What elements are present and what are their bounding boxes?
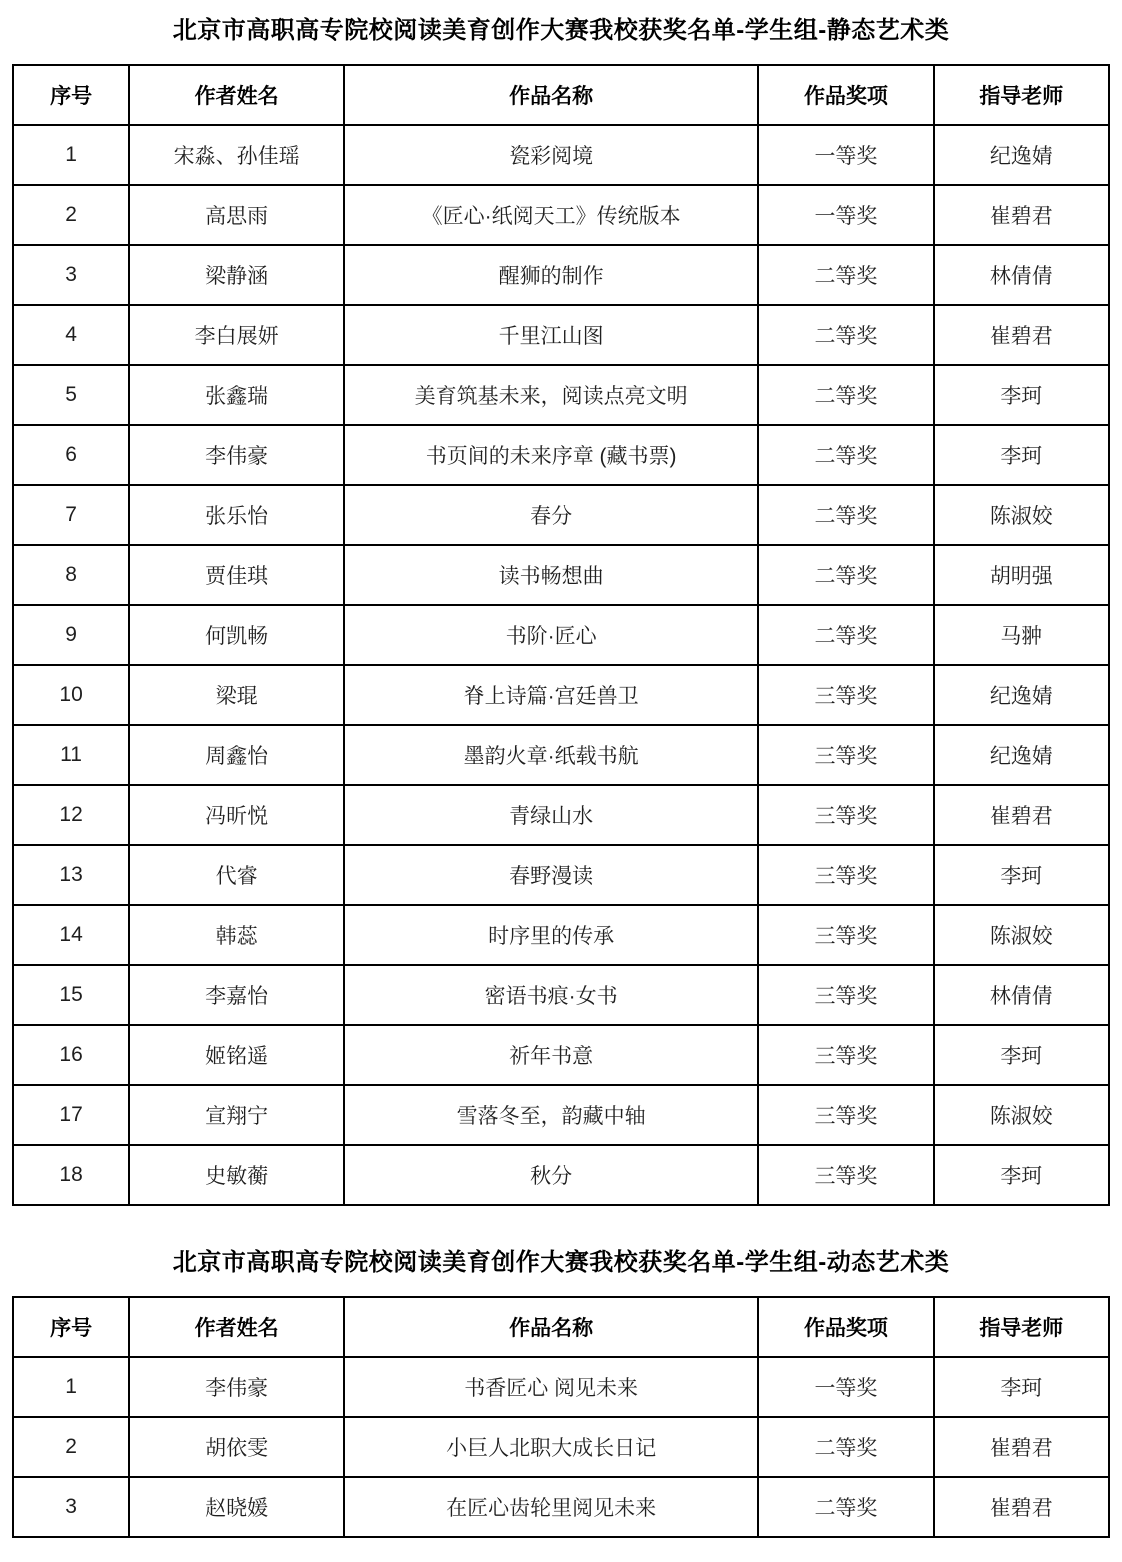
header-row (13, 65, 1109, 125)
cell-serial: 17 (13, 1085, 129, 1145)
award-table-dynamic-art (12, 1296, 1110, 1538)
cell-work: 青绿山水 (344, 785, 758, 845)
cell-award: 二等奖 (758, 1417, 933, 1477)
cell-award: 三等奖 (758, 785, 933, 845)
cell-award: 二等奖 (758, 365, 933, 425)
cell-teacher: 纪逸婧 (934, 665, 1109, 725)
cell-work: 千里江山图 (344, 305, 758, 365)
cell-work: 秋分 (344, 1145, 758, 1205)
cell-work: 祈年书意 (344, 1025, 758, 1085)
header-row (13, 1297, 1109, 1357)
cell-award: 二等奖 (758, 545, 933, 605)
cell-award: 三等奖 (758, 1145, 933, 1205)
cell-award: 二等奖 (758, 1477, 933, 1537)
cell-author: 张乐怡 (129, 485, 344, 545)
table-row (13, 485, 1109, 545)
table-row (13, 905, 1109, 965)
table-row (13, 125, 1109, 185)
award-section-static-art (12, 16, 1110, 1206)
cell-serial: 14 (13, 905, 129, 965)
cell-teacher: 李珂 (934, 365, 1109, 425)
cell-author: 宣翔宁 (129, 1085, 344, 1145)
section-title-dynamic-art: 北京市高职高专院校阅读美育创作大赛我校获奖名单-学生组-动态艺术类 (172, 1249, 950, 1276)
cell-award: 二等奖 (758, 245, 933, 305)
cell-teacher: 李珂 (934, 425, 1109, 485)
cell-teacher: 崔碧君 (934, 785, 1109, 845)
cell-award: 三等奖 (758, 965, 933, 1025)
table-row (13, 1025, 1109, 1085)
cell-teacher: 李珂 (934, 845, 1109, 905)
cell-award: 二等奖 (758, 305, 933, 365)
cell-author: 李伟豪 (129, 1357, 344, 1417)
cell-teacher: 崔碧君 (934, 1477, 1109, 1537)
cell-author: 赵晓媛 (129, 1477, 344, 1537)
cell-work: 《匠心·纸阅天工》传统版本 (344, 185, 758, 245)
cell-teacher: 陈淑姣 (934, 1085, 1109, 1145)
cell-serial: 11 (13, 725, 129, 785)
cell-award: 三等奖 (758, 1085, 933, 1145)
cell-teacher: 崔碧君 (934, 1417, 1109, 1477)
column-header-work: 作品名称 (344, 65, 758, 125)
cell-award: 三等奖 (758, 665, 933, 725)
cell-teacher: 陈淑姣 (934, 485, 1109, 545)
cell-teacher: 胡明强 (934, 545, 1109, 605)
cell-award: 二等奖 (758, 425, 933, 485)
cell-award: 三等奖 (758, 1025, 933, 1085)
cell-work: 雪落冬至，韵藏中轴 (344, 1085, 758, 1145)
table-row (13, 1357, 1109, 1417)
cell-work: 读书畅想曲 (344, 545, 758, 605)
cell-teacher: 李珂 (934, 1357, 1109, 1417)
table-row (13, 1477, 1109, 1537)
cell-serial: 8 (13, 545, 129, 605)
cell-award: 二等奖 (758, 605, 933, 665)
column-header-award: 作品奖项 (758, 65, 933, 125)
cell-teacher: 林倩倩 (934, 965, 1109, 1025)
table-row (13, 605, 1109, 665)
cell-serial: 13 (13, 845, 129, 905)
cell-serial: 15 (13, 965, 129, 1025)
cell-serial: 3 (13, 245, 129, 305)
cell-award: 一等奖 (758, 125, 933, 185)
column-header-serial: 序号 (13, 1297, 129, 1357)
column-header-teacher: 指导老师 (934, 1297, 1109, 1357)
table-row (13, 1145, 1109, 1205)
cell-author: 李白展妍 (129, 305, 344, 365)
column-header-author: 作者姓名 (129, 1297, 344, 1357)
cell-serial: 12 (13, 785, 129, 845)
cell-teacher: 纪逸婧 (934, 725, 1109, 785)
cell-author: 代睿 (129, 845, 344, 905)
cell-work: 春分 (344, 485, 758, 545)
cell-teacher: 崔碧君 (934, 305, 1109, 365)
cell-work: 书页间的未来序章 (藏书票) (344, 425, 758, 485)
cell-serial: 7 (13, 485, 129, 545)
cell-work: 书阶·匠心 (344, 605, 758, 665)
table-row (13, 185, 1109, 245)
cell-serial: 1 (13, 1357, 129, 1417)
column-header-author: 作者姓名 (129, 65, 344, 125)
cell-work: 春野漫读 (344, 845, 758, 905)
cell-author: 李嘉怡 (129, 965, 344, 1025)
column-header-work: 作品名称 (344, 1297, 758, 1357)
table-row (13, 845, 1109, 905)
column-header-teacher: 指导老师 (934, 65, 1109, 125)
cell-serial: 2 (13, 1417, 129, 1477)
table-row (13, 965, 1109, 1025)
cell-author: 姬铭遥 (129, 1025, 344, 1085)
cell-serial: 9 (13, 605, 129, 665)
cell-author: 韩蕊 (129, 905, 344, 965)
cell-teacher: 陈淑姣 (934, 905, 1109, 965)
cell-work: 瓷彩阅境 (344, 125, 758, 185)
cell-serial: 4 (13, 305, 129, 365)
section-title-static-art: 北京市高职高专院校阅读美育创作大赛我校获奖名单-学生组-静态艺术类 (172, 17, 950, 44)
cell-author: 贾佳琪 (129, 545, 344, 605)
cell-teacher: 李珂 (934, 1025, 1109, 1085)
award-section-dynamic-art (12, 1248, 1110, 1538)
cell-author: 宋淼、孙佳瑶 (129, 125, 344, 185)
cell-teacher: 崔碧君 (934, 185, 1109, 245)
table-row (13, 725, 1109, 785)
cell-work: 密语书痕·女书 (344, 965, 758, 1025)
table-row (13, 305, 1109, 365)
cell-author: 高思雨 (129, 185, 344, 245)
column-header-award: 作品奖项 (758, 1297, 933, 1357)
cell-author: 李伟豪 (129, 425, 344, 485)
cell-serial: 5 (13, 365, 129, 425)
cell-work: 小巨人北职大成长日记 (344, 1417, 758, 1477)
cell-serial: 1 (13, 125, 129, 185)
cell-teacher: 林倩倩 (934, 245, 1109, 305)
cell-serial: 10 (13, 665, 129, 725)
cell-work: 美育筑基未来，阅读点亮文明 (344, 365, 758, 425)
cell-teacher: 纪逸婧 (934, 125, 1109, 185)
table-row (13, 365, 1109, 425)
table-row (13, 1085, 1109, 1145)
cell-work: 墨韵火章·纸载书航 (344, 725, 758, 785)
cell-work: 醒狮的制作 (344, 245, 758, 305)
cell-teacher: 马翀 (934, 605, 1109, 665)
cell-author: 史敏蘅 (129, 1145, 344, 1205)
cell-serial: 16 (13, 1025, 129, 1085)
table-row (13, 245, 1109, 305)
table-row (13, 665, 1109, 725)
cell-award: 三等奖 (758, 905, 933, 965)
cell-work: 脊上诗篇·宫廷兽卫 (344, 665, 758, 725)
cell-work: 书香匠心 阅见未来 (344, 1357, 758, 1417)
cell-teacher: 李珂 (934, 1145, 1109, 1205)
cell-author: 张鑫瑞 (129, 365, 344, 425)
cell-award: 三等奖 (758, 725, 933, 785)
cell-award: 一等奖 (758, 185, 933, 245)
cell-serial: 2 (13, 185, 129, 245)
cell-serial: 3 (13, 1477, 129, 1537)
cell-work: 在匠心齿轮里阅见未来 (344, 1477, 758, 1537)
cell-award: 一等奖 (758, 1357, 933, 1417)
cell-author: 梁琨 (129, 665, 344, 725)
cell-award: 二等奖 (758, 485, 933, 545)
cell-author: 冯昕悦 (129, 785, 344, 845)
table-row (13, 545, 1109, 605)
cell-work: 时序里的传承 (344, 905, 758, 965)
cell-award: 三等奖 (758, 845, 933, 905)
award-table-static-art (12, 64, 1110, 1206)
cell-author: 胡依雯 (129, 1417, 344, 1477)
cell-author: 何凯畅 (129, 605, 344, 665)
table-row (13, 425, 1109, 485)
cell-serial: 6 (13, 425, 129, 485)
column-header-serial: 序号 (13, 65, 129, 125)
table-row (13, 785, 1109, 845)
table-row (13, 1417, 1109, 1477)
cell-serial: 18 (13, 1145, 129, 1205)
cell-author: 周鑫怡 (129, 725, 344, 785)
cell-author: 梁静涵 (129, 245, 344, 305)
